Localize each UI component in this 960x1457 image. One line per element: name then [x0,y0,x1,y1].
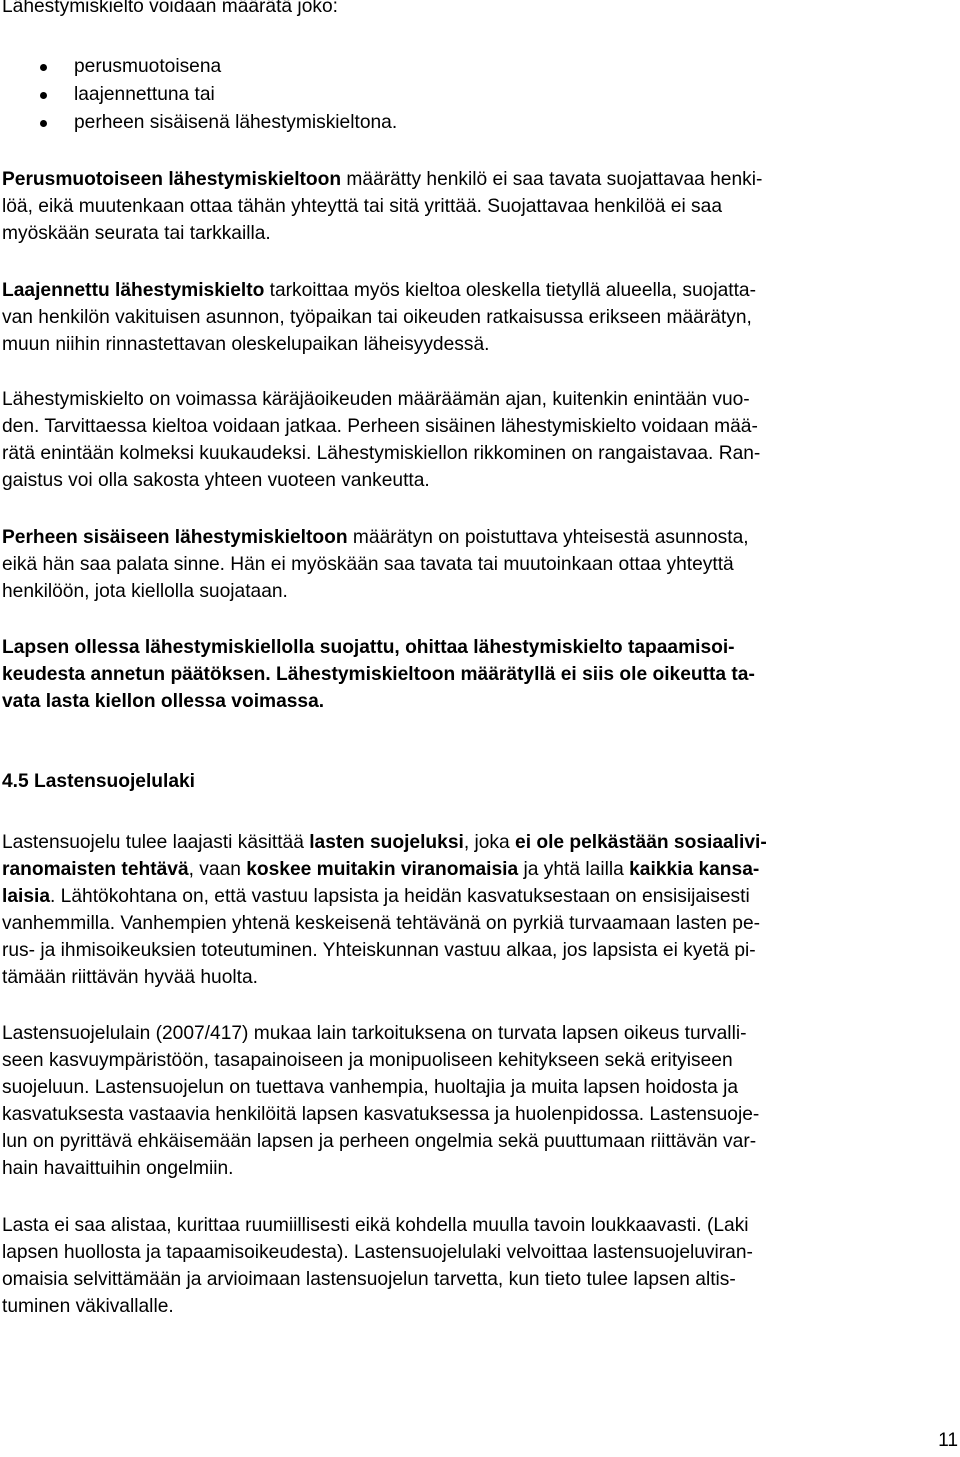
paragraph-voimassaolo: Lähestymiskielto on voimassa käräjäoikeuden määräämän ajan, kuitenkin enintään vuo- den. Tarvittaessa kieltoa voidaan jatkaa. Perheen sisäinen lähestymiskielto voidaan mää- rätä enintään kolmeksi kuukaudeksi. Lähestymiskiellon rikkominen on rangaistavaa. Ran- gaistus voi olla sakosta yhteen vuoteen vankeutta. [2,389,761,491]
paragraph-lastensuojelulaki: Lastensuojelulain (2007/417) mukaa lain tarkoituksena on turvata lapsen oikeus turvalli- seen kasvuympäristöön, tasapainoiseen ja monipuoliseen kehitykseen sekä erityiseen suojeluun. Lastensuojelun on tuettava vanhempia, huoltajia ja muita lapsen hoidosta ja kasvatuksesta vastaavia henkilöitä lapsen kasvatuksessa ja huolenpidossa. Lastensuoje- lun on pyrittävä ehkäisemään lapsen ja perheen ongelmia sekä puuttumaan riittävän var- hain havaittuihin ongelmiin. [2,1023,760,1179]
section-heading: 4.5 Lastensuojelulaki [2,771,196,792]
paragraph-lapsen-suojaus: Lapsen ollessa lähestymiskiellolla suojattu, ohittaa lähestymiskielto tapaamisoi- keudesta annetun päätöksen. Lähestymiskieltoon määrätyllä ei siis ole oikeutta ta- vata lasta kiellon ollessa voimassa. [2,637,755,712]
bullet-icon [40,120,47,127]
paragraph-kuritus: Lasta ei saa alistaa, kurittaa ruumiillisesti eikä kohdella muulla tavoin loukkaavasti. (Laki lapsen huollosta ja tapaamisoikeudesta). Lastensuojelulaki velvoittaa lastensuojeluviran- omaisia selvittämään ja arvioimaan lastensuojelun tarvetta, kun tieto tulee lapsen altis- tuminen väkivallalle. [2,1215,753,1317]
list-item: perheen sisäisenä lähestymiskieltona. [2,109,397,137]
intro-text: Lähestymiskielto voidaan määrätä joko: [2,0,338,17]
list-item: laajennettuna tai [2,81,397,109]
paragraph-perheen-sisainen: Perheen sisäiseen lähestymiskieltoon määrätyn on poistuttava yhteisestä asunnosta, eikä hän saa palata sinne. Hän ei myöskään saa tavata tai muutoinkaan ottaa yhteyttä henkilöön, jota kiellolla suojataan. [2,527,749,602]
page-number: 11 [938,1430,958,1451]
bullet-list [2,53,397,137]
paragraph-laajennettu: Laajennettu lähestymiskielto tarkoittaa myös kieltoa oleskella tietyllä alueella, suojatta- van henkilön vakituisen asunnon, työpaikan tai oikeuden ratkaisussa erikseen määrätyn, muun niihin rinnastettavan oleskelupaikan läheisyydessä. [2,280,756,355]
paragraph-lastensuojelu: Lastensuojelu tulee laajasti käsittää lasten suojeluksi, joka ei ole pelkästään sosiaalivi- ranomaisten tehtävä, vaan koskee muitakin viranomaisia ja yhtä lailla kaikkia kansa- laisia. Lähtökohtana on, että vastuu lapsista ja heidän kasvatuksestaan on ensisijaisesti vanhemmilla. Vanhempien yhtenä keskeisenä tehtävänä on pyrkiä turvaamaan lasten pe- rus- ja ihmisoikeuksien toteutuminen. Yhteiskunnan vastuu alkaa, jos lapsista ei kyetä pi- tämään riittävän hyvää huolta. [2,832,767,988]
list-item: perusmuotoisena [2,53,397,81]
bullet-icon [40,64,47,71]
paragraph-perusmuotoinen: Perusmuotoiseen lähestymiskieltoon määrätty henkilö ei saa tavata suojattavaa henki- löä, eikä muutenkaan ottaa tähän yhteyttä tai sitä yrittää. Suojattavaa henkilöä ei saa myöskään seurata tai tarkkailla. [2,169,763,244]
bullet-icon [40,92,47,99]
